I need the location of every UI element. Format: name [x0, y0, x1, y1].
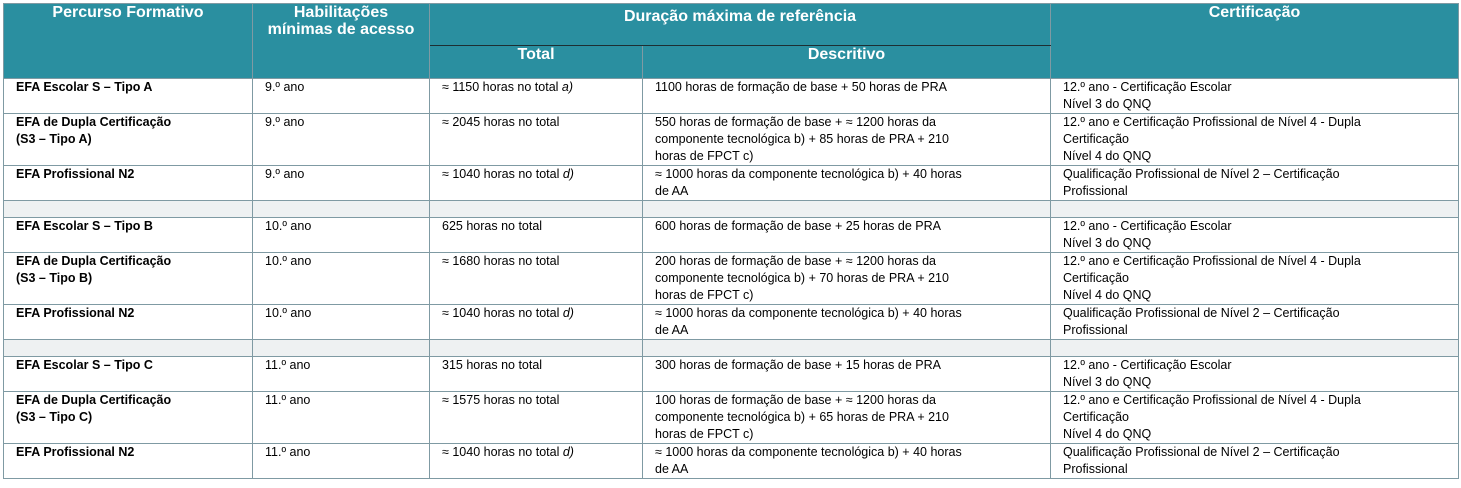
- certificacao-line: Qualificação Profissional de Nível 2 – Certificação: [1063, 445, 1340, 459]
- total-note: a): [561, 80, 574, 94]
- table-row: [4, 253, 1459, 305]
- total-cell: [430, 253, 643, 305]
- total-cell: [430, 357, 643, 392]
- table-body: [4, 79, 1459, 479]
- total-note: d): [562, 306, 574, 320]
- spacer-cell: [430, 340, 643, 357]
- table-row: [4, 166, 1459, 201]
- descritivo-line: 200 horas de formação de base + ≈ 1200 horas da: [655, 254, 937, 268]
- descritivo-line: componente tecnológica b) + 65 horas de PRA + 210: [655, 410, 949, 424]
- habilitacoes-cell: 10.º ano: [253, 218, 430, 253]
- total-cell: [430, 392, 643, 444]
- total-note: d): [562, 445, 574, 459]
- spacer-row: [4, 340, 1459, 357]
- certificacao-line: Nível 3 do QNQ: [1063, 97, 1152, 111]
- spacer-cell: [253, 201, 430, 218]
- spacer-cell: [1051, 201, 1459, 218]
- total-cell: [430, 218, 643, 253]
- certificacao-line: Profissional: [1063, 323, 1128, 337]
- descritivo-cell: [643, 444, 1051, 479]
- certificacao-line: Nível 3 do QNQ: [1063, 375, 1152, 389]
- descritivo-line: 550 horas de formação de base + ≈ 1200 horas da: [655, 115, 937, 129]
- descritivo-line: 100 horas de formação de base + ≈ 1200 horas da: [655, 393, 937, 407]
- spacer-cell: [430, 201, 643, 218]
- table-row: [4, 444, 1459, 479]
- habilitacoes-cell: 11.º ano: [253, 357, 430, 392]
- efa-table: [3, 3, 1459, 479]
- descritivo-line: de AA: [655, 323, 689, 337]
- spacer-cell: [1051, 340, 1459, 357]
- certificacao-line: 12.º ano e Certificação Profissional de Nível 4 - Dupla: [1063, 254, 1361, 268]
- certificacao-cell: [1051, 218, 1459, 253]
- percurso-cell: [4, 166, 253, 201]
- certificacao-line: 12.º ano e Certificação Profissional de Nível 4 - Dupla: [1063, 115, 1361, 129]
- percurso-line: (S3 – Tipo C): [16, 410, 93, 424]
- certificacao-line: Nível 4 do QNQ: [1063, 427, 1152, 441]
- descritivo-line: componente tecnológica b) + 70 horas de PRA + 210: [655, 271, 949, 285]
- total-value: 315 horas no total: [442, 358, 543, 372]
- descritivo-cell: [643, 305, 1051, 340]
- percurso-cell: [4, 444, 253, 479]
- total-value: ≈ 1150 horas no total: [442, 80, 559, 94]
- certificacao-cell: [1051, 79, 1459, 114]
- certificacao-line: Certificação: [1063, 271, 1129, 285]
- habilitacoes-cell: 10.º ano: [253, 253, 430, 305]
- certificacao-line: 12.º ano - Certificação Escolar: [1063, 358, 1232, 372]
- percurso-line: EFA de Dupla Certificação: [16, 115, 172, 129]
- total-cell: [430, 114, 643, 166]
- total-note: d): [562, 167, 574, 181]
- descritivo-line: ≈ 1000 horas da componente tecnológica b) + 40 horas: [655, 306, 962, 320]
- spacer-row: [4, 201, 1459, 218]
- habilitacoes-cell: 9.º ano: [253, 166, 430, 201]
- certificacao-line: Nível 4 do QNQ: [1063, 288, 1152, 302]
- table-row: [4, 357, 1459, 392]
- certificacao-line: Certificação: [1063, 410, 1129, 424]
- descritivo-line: horas de FPCT c): [655, 149, 754, 163]
- descritivo-cell: [643, 114, 1051, 166]
- header-descritivo: Descritivo: [643, 46, 1051, 79]
- table-row: [4, 114, 1459, 166]
- certificacao-line: Qualificação Profissional de Nível 2 – Certificação: [1063, 167, 1340, 181]
- percurso-cell: [4, 218, 253, 253]
- certificacao-line: Nível 4 do QNQ: [1063, 149, 1152, 163]
- habilitacoes-cell: 9.º ano: [253, 114, 430, 166]
- percurso-cell: [4, 357, 253, 392]
- certificacao-cell: [1051, 392, 1459, 444]
- descritivo-line: de AA: [655, 184, 689, 198]
- table-row: [4, 79, 1459, 114]
- percurso-line: (S3 – Tipo A): [16, 132, 92, 146]
- total-cell: [430, 305, 643, 340]
- percurso-cell: [4, 253, 253, 305]
- table-row: [4, 392, 1459, 444]
- percurso-line: EFA Profissional N2: [16, 445, 135, 459]
- descritivo-line: horas de FPCT c): [655, 288, 754, 302]
- descritivo-line: ≈ 1000 horas da componente tecnológica b) + 40 horas: [655, 445, 962, 459]
- descritivo-cell: [643, 218, 1051, 253]
- certificacao-line: 12.º ano - Certificação Escolar: [1063, 80, 1232, 94]
- certificacao-line: Profissional: [1063, 184, 1128, 198]
- header-total: Total: [430, 46, 643, 79]
- descritivo-line: de AA: [655, 462, 689, 476]
- table-header: [4, 4, 1459, 79]
- percurso-line: EFA de Dupla Certificação: [16, 254, 172, 268]
- certificacao-line: 12.º ano e Certificação Profissional de Nível 4 - Dupla: [1063, 393, 1361, 407]
- percurso-cell: [4, 114, 253, 166]
- percurso-cell: [4, 79, 253, 114]
- total-value: ≈ 1040 horas no total: [442, 167, 560, 181]
- descritivo-line: horas de FPCT c): [655, 427, 754, 441]
- descritivo-cell: [643, 166, 1051, 201]
- descritivo-cell: [643, 392, 1051, 444]
- certificacao-line: Profissional: [1063, 462, 1128, 476]
- spacer-cell: [253, 340, 430, 357]
- percurso-line: EFA Escolar S – Tipo A: [16, 80, 153, 94]
- spacer-cell: [4, 201, 253, 218]
- descritivo-line: ≈ 1000 horas da componente tecnológica b) + 40 horas: [655, 167, 962, 181]
- certificacao-cell: [1051, 114, 1459, 166]
- total-value: ≈ 1680 horas no total: [442, 254, 560, 268]
- header-certificacao: Certificação: [1051, 4, 1459, 79]
- descritivo-line: 1100 horas de formação de base + 50 horas de PRA: [655, 80, 947, 94]
- spacer-cell: [4, 340, 253, 357]
- percurso-line: EFA Escolar S – Tipo C: [16, 358, 153, 372]
- table-row: [4, 218, 1459, 253]
- certificacao-cell: [1051, 444, 1459, 479]
- table-row: [4, 305, 1459, 340]
- percurso-line: EFA Profissional N2: [16, 306, 135, 320]
- percurso-cell: [4, 305, 253, 340]
- descritivo-cell: [643, 79, 1051, 114]
- descritivo-cell: [643, 253, 1051, 305]
- percurso-line: (S3 – Tipo B): [16, 271, 93, 285]
- certificacao-line: 12.º ano - Certificação Escolar: [1063, 219, 1232, 233]
- certificacao-line: Certificação: [1063, 132, 1129, 146]
- certificacao-cell: [1051, 357, 1459, 392]
- habilitacoes-cell: 11.º ano: [253, 444, 430, 479]
- percurso-line: EFA de Dupla Certificação: [16, 393, 172, 407]
- total-value: ≈ 1040 horas no total: [442, 445, 560, 459]
- spacer-cell: [643, 201, 1051, 218]
- habilitacoes-cell: 10.º ano: [253, 305, 430, 340]
- percurso-line: EFA Profissional N2: [16, 167, 135, 181]
- total-cell: [430, 79, 643, 114]
- total-value: 625 horas no total: [442, 219, 543, 233]
- total-cell: [430, 444, 643, 479]
- percurso-line: EFA Escolar S – Tipo B: [16, 219, 153, 233]
- descritivo-line: componente tecnológica b) + 85 horas de PRA + 210: [655, 132, 949, 146]
- habilitacoes-cell: 11.º ano: [253, 392, 430, 444]
- total-value: ≈ 2045 horas no total: [442, 115, 560, 129]
- total-value: ≈ 1575 horas no total: [442, 393, 560, 407]
- descritivo-line: 300 horas de formação de base + 15 horas de PRA: [655, 358, 941, 372]
- header-percurso: Percurso Formativo: [4, 4, 253, 79]
- descritivo-line: 600 horas de formação de base + 25 horas de PRA: [655, 219, 941, 233]
- percurso-cell: [4, 392, 253, 444]
- certificacao-cell: [1051, 253, 1459, 305]
- header-duracao: Duração máxima de referência: [430, 4, 1051, 46]
- certificacao-line: Nível 3 do QNQ: [1063, 236, 1152, 250]
- total-value: ≈ 1040 horas no total: [442, 306, 560, 320]
- habilitacoes-cell: 9.º ano: [253, 79, 430, 114]
- spacer-cell: [643, 340, 1051, 357]
- descritivo-cell: [643, 357, 1051, 392]
- certificacao-cell: [1051, 166, 1459, 201]
- total-cell: [430, 166, 643, 201]
- header-habilitacoes: Habilitações mínimas de acesso: [253, 4, 430, 79]
- certificacao-cell: [1051, 305, 1459, 340]
- certificacao-line: Qualificação Profissional de Nível 2 – Certificação: [1063, 306, 1340, 320]
